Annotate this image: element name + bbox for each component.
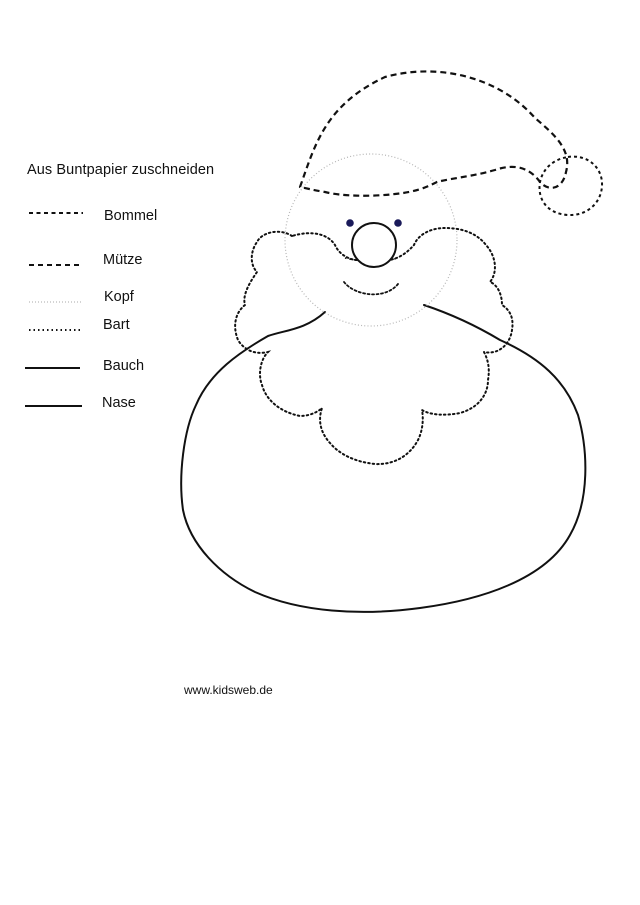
pompom-outline	[540, 157, 603, 215]
page-title: Aus Buntpapier zuschneiden	[27, 162, 215, 178]
footer-website: www.kidsweb.de	[184, 683, 273, 697]
legend-label: Bart	[103, 317, 130, 333]
hat-outline	[300, 71, 567, 195]
legend-label: Mütze	[103, 252, 143, 268]
right-eye	[394, 219, 402, 227]
nose-outline	[352, 223, 396, 267]
legend-label: Kopf	[104, 289, 134, 305]
left-eye	[346, 219, 354, 227]
legend-label: Nase	[102, 395, 136, 411]
legend-label: Bommel	[104, 208, 158, 224]
mouth-line	[344, 282, 398, 294]
belly-outline	[181, 305, 585, 612]
legend-label: Bauch	[103, 358, 145, 374]
